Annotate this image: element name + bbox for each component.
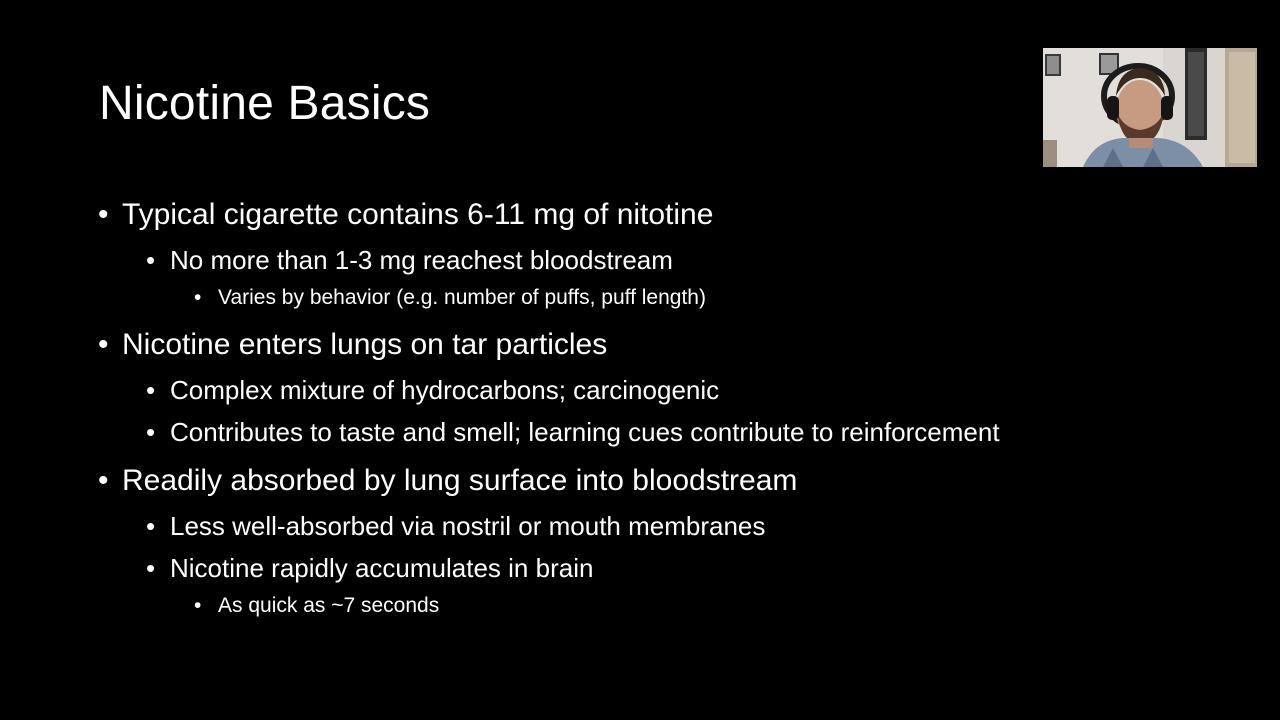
bullet-dot: • xyxy=(194,286,202,309)
bullet-dot: • xyxy=(146,417,156,447)
bullet-text: Readily absorbed by lung surface into bloodstream xyxy=(122,464,798,497)
bullet-text: Varies by behavior (e.g. number of puffs, puff length) xyxy=(218,286,706,309)
bullet-text: Typical cigarette contains 6-11 mg of nitotine xyxy=(122,198,714,231)
bullet-text: Less well-absorbed via nostril or mouth membranes xyxy=(170,511,766,541)
bullet-dot: • xyxy=(146,553,156,583)
bullet-text: No more than 1-3 mg reachest bloodstream xyxy=(170,245,673,275)
bullet-dot: • xyxy=(98,198,109,231)
bullet-dot: • xyxy=(98,464,109,497)
bullet-dot: • xyxy=(146,511,156,541)
bullet-text: Contributes to taste and smell; learning cues contribute to reinforcement xyxy=(170,417,1000,447)
bullet-text: Nicotine rapidly accumulates in brain xyxy=(170,553,594,583)
bullet-text: Complex mixture of hydrocarbons; carcinogenic xyxy=(170,375,720,405)
slide-title: Nicotine Basics xyxy=(99,77,431,130)
bullet-text: As quick as ~7 seconds xyxy=(218,594,440,617)
bullet-dot: • xyxy=(146,375,156,405)
presenter-webcam-image xyxy=(1043,48,1257,167)
webcam-video xyxy=(1043,48,1257,167)
bullet-dot: • xyxy=(98,328,109,361)
bullet-dot: • xyxy=(146,245,156,275)
bullet-dot: • xyxy=(194,594,202,617)
bullet-text: Nicotine enters lungs on tar particles xyxy=(122,328,608,361)
